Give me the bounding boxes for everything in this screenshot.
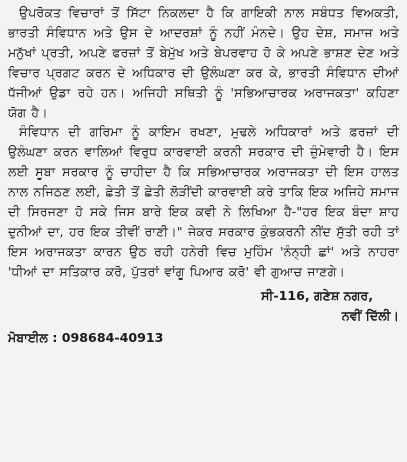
contact-line: [8, 328, 399, 348]
contact-label: ਮੋਬਾਈਲ :: [8, 329, 58, 345]
article-paragraph-1: ਉਪਰੋਕਤ ਵਿਚਾਰਾਂ ਤੋਂ ਸਿੱਟਾ ਨਿਕਲਦਾ ਹੈ ਕਿ ਗਾਇਕੀ ਨਾਲ ਸਬੰਧਤ ਵਿਅਕਤੀ, ਭਾਰਤੀ ਸੰਵਿਧਾਨ ਅਤੇ ਉਸ ਦੇ ਆਦਰਸ਼ਾਂ ਨੂੰ ਨਹੀਂ ਮੰਨਦੇ। ਉਹ ਦੇਸ਼, ਸਮਾਜ ਅਤੇ ਮਨੁੱਖਾਂ ਪ੍ਰਤੀ, ਅਪਣੇ ਫਰਜ਼ਾਂ ਤੋਂ ਬੇਮੁੱਖ ਅਤੇ ਬੇਪਰਵਾਹ ਹੋ ਕੇ ਅਪਣੇ ਭਾਸ਼ਣ ਦੇਣ ਅਤੇ ਵਿਚਾਰ ਪ੍ਰਗਟ ਕਰਨ ਦੇ ਅਧਿਕਾਰ ਦੀ ਉਲੰਘਣਾ ਕਰ ਕੇ, ਭਾਰਤੀ ਸੰਵਿਧਾਨ ਦੀਆਂ ਧੱਜੀਆਂ ਉਡਾ ਰਹੇ ਹਨ। ਅਜਿਹੀ ਸਥਿਤੀ ਨੂੰ 'ਸਭਿਆਚਾਰਕ ਅਰਾਜਕਤਾ' ਕਹਿਣਾ ਯੋਗ ਹੈ।: [8, 5, 399, 120]
article-paragraph-2: ਸੰਵਿਧਾਨ ਦੀ ਗਰਿਮਾ ਨੂੰ ਕਾਇਮ ਰਖਣਾ, ਮੁਢਲੇ ਅਧਿਕਾਰਾਂ ਅਤੇ ਫ਼ਰਜ਼ਾਂ ਦੀ ਉਲੰਘਣਾ ਕਰਨ ਵਾਲਿਆਂ ਵਿਰੁਧ ਕਾਰਵਾਈ ਕਰਨੀ ਸਰਕਾਰ ਦੀ ਜ਼ੁੰਮੇਵਾਰੀ ਹੈ। ਇਸ ਲਈ ਸੂਬਾ ਸਰਕਾਰ ਨੂੰ ਚਾਹੀਦਾ ਹੈ ਕਿ ਸਭਿਆਚਾਰਕ ਅਰਾਜਕਤਾ ਦੀ ਇਸ ਹਾਲਤ ਨਾਲ ਨਜਿਠਣ ਲਈ, ਛੇਤੀ ਤੋਂ ਛੇਤੀ ਲੋੜੀਂਦੀ ਕਾਰਵਾਈ ਕਰੇ ਤਾਕਿ ਇਕ ਅਜਿਹੇ ਸਮਾਜ ਦੀ ਸਿਰਜਣਾ ਹੋ ਸਕੇ ਜਿਸ ਬਾਰੇ ਇਕ ਕਵੀ ਨੇ ਲਿਖਿਆ ਹੈ-"ਹਰ ਇਕ ਬੰਦਾ ਸ਼ਾਹ ਦੁਨੀਆਂ ਦਾ, ਹਰ ਇਕ ਤੀਵੀਂ ਰਾਣੀ।" ਜੇਕਰ ਸਰਕਾਰ ਕੁੰਭਕਰਨੀ ਨੀਂਦ ਸੁੱਤੀ ਰਹੀ ਤਾਂ ਇਸ ਅਰਾਜਕਤਾ ਕਾਰਨ ਉਠ ਰਹੀ ਹਨੇਰੀ ਵਿਚ ਮੁਹਿੰਮ 'ਨੰਨ੍ਹੀ ਛਾਂ' ਅਤੇ ਨਾਹਰਾ 'ਧੀਆਂ ਦਾ ਸਤਿਕਾਰ ਕਰੋ, ਪੁੱਤਰਾਂ ਵਾਂਗੂ ਪਿਆਰ ਕਰੋ' ਵੀ ਗੁਆਚ ਜਾਣਗੇ।: [8, 124, 399, 279]
contact-number: 098684-40913: [61, 329, 164, 345]
author-city: ਨਵੀਂ ਦਿੱਲੀ।: [341, 307, 399, 323]
author-address: ਸੀ-116, ਗਣੇਸ਼ ਨਗਰ,: [261, 287, 373, 303]
